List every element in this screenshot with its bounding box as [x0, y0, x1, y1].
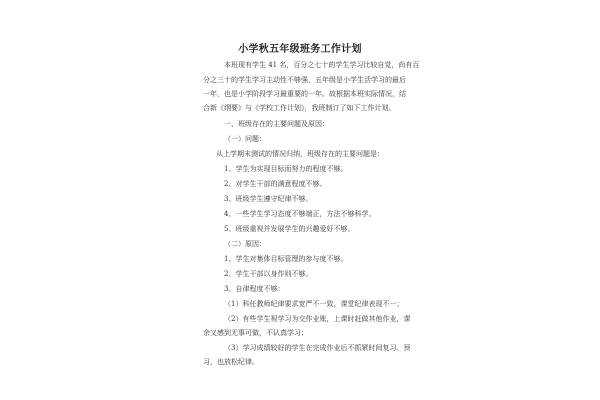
list-item: 3、班级学生遵守纪律不够。: [224, 195, 313, 203]
list-item: 2、对学生干部的满意程度不够。: [224, 180, 327, 188]
body-line: 合新《纲要》与《学校工作计划》，我班制订了如下工作计划。: [203, 104, 396, 112]
sub-list-item: （3）学习成绩较好的学生在完成作业后不抓紧时间复习、预: [224, 344, 411, 352]
list-item: 5、班级重视并发展学生的兴趣爱好不够。: [224, 225, 355, 233]
body-line: 一年，也是小学阶段学习最重要的一年。故根据本班实际情况，结: [203, 90, 406, 98]
list-item: 4、一些学生学习态度不够端正，方法不够科学。: [224, 210, 376, 218]
sub-list-item-continued: 习，也放松纪律。: [203, 358, 259, 366]
sub-list-item: （1）科任教师纪律要求宽严不一致，课堂纪律表现不一；: [224, 300, 404, 308]
document-title: 小学秋五年级班务工作计划: [238, 44, 362, 55]
list-item: 2、学生干部以身作则不够。: [224, 270, 313, 278]
section-heading: 一、班级存在的主要问题及原因：: [224, 120, 329, 128]
list-item: 1、学生对集体目标管理的参与度不够。: [224, 255, 348, 263]
subsection-heading: （二）原因：: [224, 240, 266, 248]
sub-list-item: （2）有些学生视学习为交作业账，上课时赶做其他作业，课: [224, 315, 411, 323]
subsection-heading: （一）问题：: [224, 135, 266, 143]
list-item: 3、自律程度不够：: [224, 285, 285, 293]
body-line: 本班现有学生 41 名，百分之七十的学生学习比较自觉，尚有百: [224, 61, 420, 69]
sub-list-item-continued: 余又感到无事可做，不认真学习；: [203, 329, 308, 337]
body-line: 从上学期末测试的情况归纳，班级存在的主要问题是：: [216, 150, 384, 158]
body-line: 分之三十的学生学习主动性不够强，五年级是小学生活学习的最后: [203, 76, 406, 84]
list-item: 1、学生为实现目标而努力的程度不够。: [224, 165, 348, 173]
